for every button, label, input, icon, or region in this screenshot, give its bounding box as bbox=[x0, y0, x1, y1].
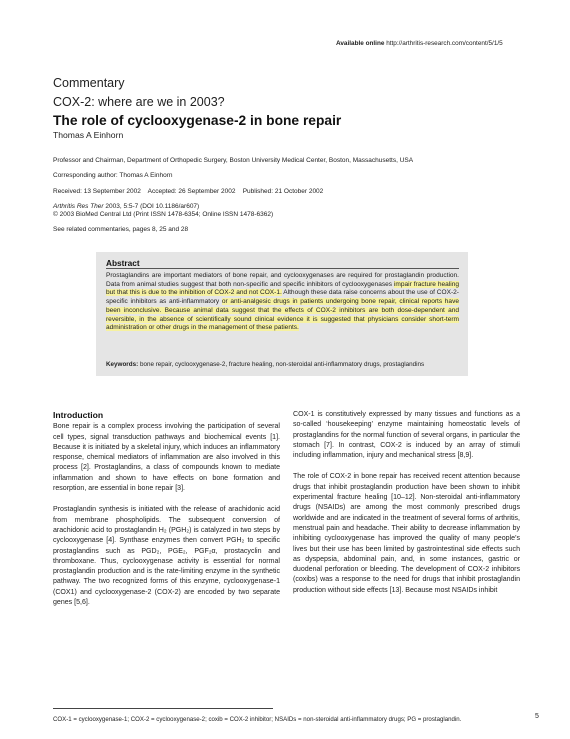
abstract-text bbox=[106, 272, 459, 333]
abstract-text-part-1: Prostaglandins are important mediators of bone repair, and cyclooxygenases are required for prostaglandin production. Data from animal studies suggest that both non-specific and specific inhibitors of cyclooxygenases bbox=[106, 272, 459, 288]
abstract-highlight-1: impair fracture healing but that this is due to the inhibition of COX-2 and not COX-1. bbox=[106, 280, 459, 297]
right-paragraph-1: COX-1 is constitutively expressed by many tissues and functions as a so-called ‘housekeeping’ enzyme maintaining homeostatic levels of prostaglandins for the normal function of several organs, in particular the stomach [7]. In contrast, COX-2 is induced by an array of stimuli including inflammation, injury and mechanical stress [8,9]. bbox=[293, 411, 520, 460]
dates-line: Received: 13 September 2002 Accepted: 26 September 2002 Published: 21 October 2002 bbox=[53, 188, 324, 195]
series-subtitle: COX-2: where are we in 2003? bbox=[53, 95, 225, 109]
article-title: The role of cyclooxygenase-2 in bone repair bbox=[53, 113, 342, 128]
abstract-text-part-2: Although these data raise concerns about the use of COX-2-specific inhibitors as anti-inflammatory bbox=[106, 289, 459, 306]
keywords-line bbox=[106, 361, 459, 368]
citation-details: 2003, 5:5-7 (DOI 10.1186/ar607) bbox=[103, 203, 200, 210]
author-name: Thomas A Einhorn bbox=[53, 130, 124, 140]
corresponding-author: Corresponding author: Thomas A Einhorn bbox=[53, 172, 173, 179]
abstract-divider bbox=[106, 268, 459, 269]
introduction-heading: Introduction bbox=[53, 410, 104, 420]
page-number: 5 bbox=[535, 713, 539, 720]
left-column bbox=[53, 410, 280, 619]
abbreviations-footnote: COX-1 = cyclooxygenase-1; COX-2 = cyclooxygenase-2; coxib = COX-2 inhibitor; NSAIDs = non-steroidal anti-inflammatory drugs; PG = prostaglandin. bbox=[53, 716, 462, 723]
available-online-label: Available online bbox=[336, 40, 385, 47]
left-paragraph-1: Bone repair is a complex process involving the participation of several cell types, signal transduction pathways and biochemical events [1]. Because it is initiated by a skeletal injury, which induces an inflammatory response, chemical mediators of inflammation are also involved in this process [2]. Prostaglandins, a class of compounds known to mediate inflammation and shown to have effects on bone formation and resorption, are essential in bone repair [3]. bbox=[53, 423, 280, 493]
abstract-highlight-2: or anti-analgesic drugs in patients undergoing bone repair, clinical reports have been inconclusive. Because animal data suggest that the effects of COX-2 inhibitors are both dose-dependent and reversible, in the absence of scientifically sound clinical evidence it is suggested that physicians consider short-term administration or other drugs in the management of these patients. bbox=[106, 298, 459, 332]
keywords-list: bone repair, cyclooxygenase-2, fracture healing, non-steroidal anti-inflammatory drugs, prostaglandins bbox=[138, 361, 425, 368]
journal-url-line bbox=[336, 40, 503, 47]
affiliation: Professor and Chairman, Department of Orthopedic Surgery, Boston University Medical Center, Boston, Massachusetts, USA bbox=[53, 157, 414, 164]
abstract-heading: Abstract bbox=[106, 258, 140, 268]
journal-url-link[interactable]: http://arthritis-research.com/content/5/1/5 bbox=[386, 40, 503, 47]
keywords-label: Keywords: bbox=[106, 361, 139, 368]
related-commentaries: See related commentaries, pages 8, 25 and 28 bbox=[53, 226, 189, 233]
right-paragraph-2: The role of COX-2 in bone repair has received recent attention because drugs that inhibit prostaglandin production have been shown to inhibit experimental fracture healing [10–12]. Non-steroidal anti-inflammatory drugs (NSAIDs) are among the most commonly prescribed drugs worldwide and are indicated in the treatment of several forms of arthritis, menstrual pain and headache. Their ability to decrease inflammation by inhibiting cyclooxygenase has improved the quality of many people’s lives but their use has been limited by gastrointestinal side effects such as dyspepsia, abdominal pain, and, in some instances, gastric or duodenal perforation or bleeding. The development of COX-2 inhibitors (coxibs) was a response to the need for drugs that inhibit prostaglandin production without side effects [13]. Because most NSAIDs inhibit bbox=[293, 473, 520, 594]
citation-journal: Arthritis Res Ther bbox=[53, 203, 104, 210]
right-column bbox=[293, 410, 520, 607]
footnote-divider bbox=[53, 708, 273, 709]
section-label: Commentary bbox=[53, 76, 125, 90]
left-paragraph-2: Prostaglandin synthesis is initiated with the release of arachidonic acid from membrane phospholipids. The subsequent conversion of arachidonic acid to prostaglandin H₂ (PGH₂) is catalyzed in two steps by cyclooxygenase [4]. Synthase enzymes then convert PGH₂ to specific prostaglandins such as PGD₂, PGE₂, PGF₂α, prostacyclin and thromboxane. Thus, cyclooxygenase activity is essential for normal prostaglandin production and is the rate-limiting enzyme in the synthetic pathway. The two recognized forms of this enzyme, cyclooxygenase-1 (COX1) and cyclooxygenase-2 (COX-2) are encoded by two separate genes [5,6]. bbox=[53, 506, 280, 607]
copyright-line: © 2003 BioMed Central Ltd (Print ISSN 1478-6354; Online ISSN 1478-6362) bbox=[53, 211, 274, 218]
citation-line bbox=[53, 203, 199, 210]
